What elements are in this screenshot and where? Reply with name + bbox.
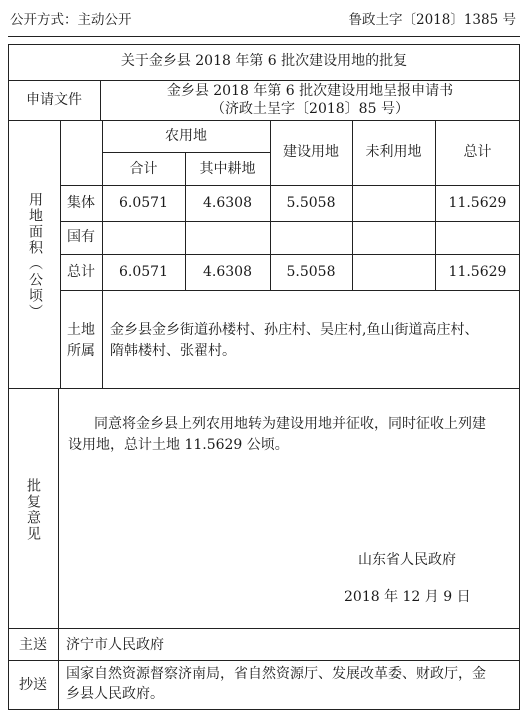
column-divider xyxy=(58,388,59,710)
ownership-label-line1: 土地 xyxy=(67,322,95,338)
approval-opinion-label: 批复意见 xyxy=(25,478,41,542)
cc-line2: 乡县人民政府。 xyxy=(66,686,164,702)
row-divider xyxy=(60,290,520,291)
row-divider xyxy=(102,152,270,153)
ownership-villages-line2: 隋韩楼村、张翟村。 xyxy=(110,343,236,359)
cell-value: 11.5629 xyxy=(448,264,507,280)
application-label: 申请文件 xyxy=(26,92,82,108)
row-divider xyxy=(8,660,520,661)
row-divider xyxy=(8,388,520,389)
row-label-total: 总计 xyxy=(67,264,95,280)
application-doc-title: 金乡县 2018 年第 6 批次建设用地呈报申请书 xyxy=(166,83,454,99)
approval-text-line1: 同意将金乡县上列农用地转为建设用地并征收，同时征收上列建 xyxy=(94,416,486,432)
land-area-section-label: 用地面积（公顷） xyxy=(27,192,43,320)
row-label-state-owned: 国有 xyxy=(67,229,95,245)
ownership-villages-line1: 金乡县金乡街道孙楼村、孙庄村、吴庄村,鱼山街道高庄村、 xyxy=(110,322,479,338)
approval-text-line2: 设用地，总计土地 11.5629 公顷。 xyxy=(68,437,289,453)
unused-header: 未利用地 xyxy=(365,144,422,160)
cell-value: 5.5058 xyxy=(286,264,336,280)
cell-value: 5.5058 xyxy=(286,195,336,211)
document-number: 鲁政土字〔2018〕1385 号 xyxy=(348,12,516,28)
row-divider xyxy=(8,80,520,81)
cc-label: 抄送 xyxy=(19,677,47,693)
application-doc-number: （济政土呈字〔2018〕85 号） xyxy=(211,101,409,117)
row-divider xyxy=(8,628,520,629)
row-label-collective: 集体 xyxy=(67,195,95,211)
disclosure-label: 公开方式：主动公开 xyxy=(10,12,132,28)
row-divider xyxy=(60,185,520,186)
header-divider xyxy=(8,36,520,37)
cell-value: 11.5629 xyxy=(448,195,507,211)
total-header: 总计 xyxy=(463,144,492,160)
subtotal-header: 合计 xyxy=(129,161,158,177)
cell-value: 4.6308 xyxy=(203,264,252,280)
ownership-label-line2: 所属 xyxy=(67,343,95,359)
cell-value: 6.0571 xyxy=(119,264,168,280)
cell-value: 4.6308 xyxy=(203,195,252,211)
construction-header: 建设用地 xyxy=(283,144,339,160)
main-recipient-label: 主送 xyxy=(19,637,47,653)
cultivated-header: 其中耕地 xyxy=(199,161,256,177)
issuing-authority: 山东省人民政府 xyxy=(358,552,456,568)
cell-value: 6.0571 xyxy=(119,195,168,211)
cc-line1: 国家自然资源督察济南局，省自然资源厅、发展改革委、财政厅，金 xyxy=(66,666,486,682)
approval-date: 2018 年 12 月 9 日 xyxy=(344,589,471,605)
row-divider xyxy=(60,221,520,222)
approval-title: 关于金乡县 2018 年第 6 批次建设用地的批复 xyxy=(120,53,408,69)
row-divider xyxy=(60,254,520,255)
main-recipient-value: 济宁市人民政府 xyxy=(66,637,164,653)
row-divider xyxy=(8,120,520,121)
farmland-header: 农用地 xyxy=(165,128,207,144)
